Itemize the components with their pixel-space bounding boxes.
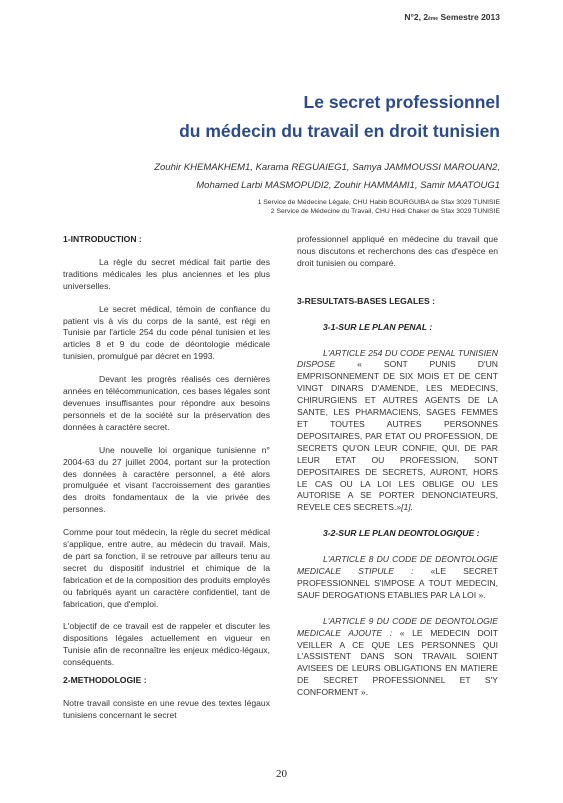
paragraph: Devant les progrès réalisés ces dernières années en télécommunication, ces bases légales sont devenues insuffisantes pour répondre aux besoins personnels et de la société sur la préservation des données à caractère secret. [63, 374, 270, 432]
section-heading-methodology: 2-METHODOLOGIE : [63, 675, 147, 686]
article-8-paragraph [297, 554, 498, 602]
article-254-reference: »[1]. [396, 502, 414, 513]
paragraph: Notre travail consiste en une revue des textes légaux tunisiens concernant le secret [63, 698, 270, 720]
paragraph: L'objectif de ce travail est de rappeler et discuter les dispositions légales actuellement en vigueur en Tunisie afin de reconnaître les enjeux médico-légaux, conséquents. [63, 621, 270, 668]
right-column [297, 234, 498, 699]
article-9-text: « LE MEDECIN DOIT VEILLER A CE QUE LES PERSONNES QUI L'ASSISTENT DANS SON TRAVAIL SOIENT AVISEES DE LEURS OBLIGATIONS EN MATIERE DE SECRET PROFESSIONNEL ET S'Y CONFORMENT ». [297, 627, 498, 698]
affiliation-1: 1 Service de Médecine Légale, CHU Habib BOURGUIBA de Sfax 3029 TUNISIE [257, 199, 500, 206]
page-number: 20 [276, 768, 287, 780]
article-9-lead: L'ARTICLE 9 DU CODE DE DEONTOLOGIE MEDICALE AJOUTE : [297, 615, 498, 638]
affiliation-2: 2 Service de Médecine du Travail, CHU Hédi Chaker de Sfax 3029 TUNISIE [270, 208, 500, 215]
paragraph: Comme pour tout médecin, la règle du secret médical s'applique, entre autre, au médecin du travail. Mais, de part sa fonction, il se retrouve par ailleurs tenu au secret du dispositif industriel et chimique de la fabrication et de la composition des produits employés ou fabriqués ayant un caractère confidentiel, tant de fabrication, que d'emploi. [63, 527, 270, 609]
article-8-text: «LE SECRET PROFESSIONNEL S'IMPOSE A TOUT MEDECIN, SAUF DEROGATIONS ETABLIES PAR LA LOI ». [297, 566, 498, 600]
article-8-lead: L'ARTICLE 8 DU CODE DE DEONTOLOGIE MEDICALE STIPULE : [297, 554, 498, 577]
article-title-line-2: du médecin du travail en droit tunisien [179, 121, 500, 141]
authors-line-1: Zouhir KHEMAKHEM1, Karama REGUAIEG1, Samya JAMMOUSSI MAROUAN2, [154, 162, 500, 173]
subsection-heading-deontology: 3-2-SUR LE PLAN DEONTOLOGIQUE : [323, 528, 480, 539]
subsection-heading-penal: 3-1-SUR LE PLAN PENAL : [323, 321, 433, 332]
article-9-paragraph [297, 616, 498, 699]
left-column [63, 234, 270, 722]
issue-label: N°2, 2ème Semestre 2013 [404, 12, 500, 22]
article-254-lead: L'ARTICLE 254 DU CODE PENAL TUNISIEN DISPOSE [297, 347, 498, 370]
paragraph: La règle du secret médical fait partie des traditions médicales les plus anciennes et les plus universelles. [63, 256, 270, 291]
paragraph: Le secret médical, témoin de confiance du patient vis à vis du corps de la santé, est régi en Tunisie par l'article 254 du code pénal tunisien et les articles 8 et 9 du code de déontologie médicale tunisien, promulgué par décret en 1993. [63, 303, 270, 362]
section-heading-results: 3-RESULTATS-BASES LEGALES : [297, 295, 435, 306]
section-heading-introduction: 1-INTRODUCTION : [63, 234, 142, 244]
article-254-text: « SONT PUNIS D'UN EMPRISONNEMENT DE SIX MOIS ET DE CENT VINGT DINARS D'AMENDE, LES MEDECINS, CHIRURGIENS ET AUTRES AGENTS DE LA SANTE, LES PHARMACIENS, SAGES FEMMES ET TOUTES AUTRES PERSONNES DEPOSITAIRES, PAR ETAT OU PROFESSION, DE SECRETS QU'ON LEUR CONFIE, QUI, DE PAR LEUR ETAT OU PROFESSION, SONT DEPOSITAIRES DE SECRETS, AURONT, HORS LE CAS OU LA LOI LES OBLIGE OU LES AUTORISE A SE PORTER DENONCIATEURS, REVELE CES SECRETS. [297, 359, 498, 513]
paragraph: professionnel appliqué en médecine du travail que nous discutons et recherchons des cas d'espèce en droit tunisien ou comparé. [297, 234, 498, 268]
paragraph: Une nouvelle loi organique tunisienne n° 2004-63 du 27 juillet 2004, portant sur la protection des données à caractère personnel, a été alors promulguée et visant l'accroissement des garanties des droits fondamentaux de la vie privée des personnes. [63, 444, 270, 515]
article-title-line-1: Le secret professionnel [303, 92, 500, 112]
authors-line-2: Mohamed Larbi MASMOPUDI2, Zouhir HAMMAMI1, Samir MAATOUG1 [196, 180, 500, 191]
article-254-paragraph [297, 348, 498, 515]
